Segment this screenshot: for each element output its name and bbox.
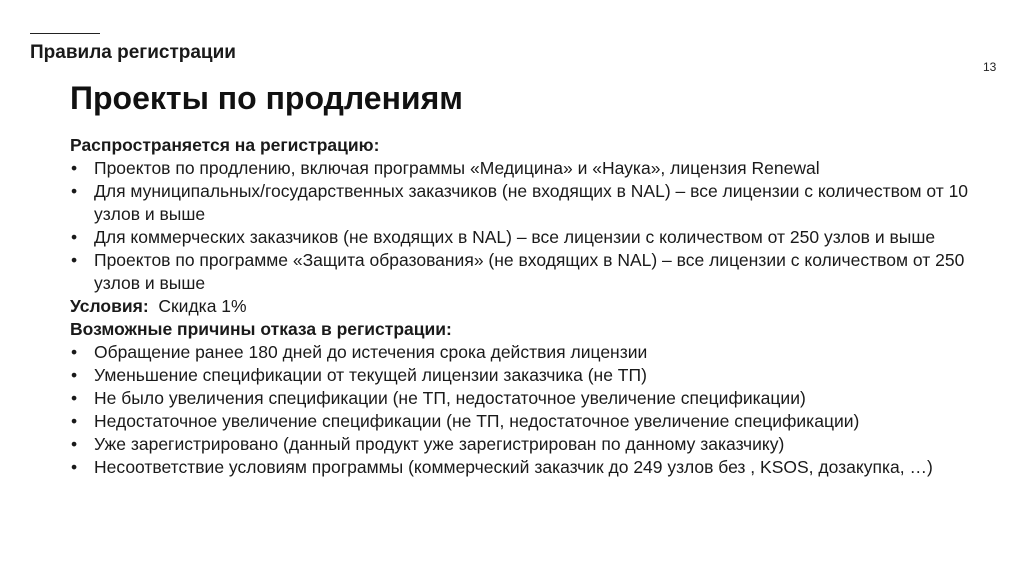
bullet-icon: • — [71, 181, 78, 201]
list-item — [70, 387, 990, 410]
list-item-text: Уменьшение спецификации от текущей лицензии заказчика (не ТП) — [94, 365, 647, 385]
reasons-list — [70, 341, 990, 479]
reasons-heading: Возможные причины отказа в регистрации: — [70, 319, 452, 339]
conditions-line — [70, 295, 990, 318]
list-item — [70, 433, 990, 456]
page-number: 13 — [983, 60, 997, 74]
section-title: Правила регистрации — [30, 42, 236, 63]
bullet-icon: • — [71, 457, 78, 477]
conditions-value: Скидка 1% — [158, 296, 247, 316]
bullet-icon: • — [71, 227, 78, 247]
list-item — [70, 410, 990, 433]
list-item-text: Не было увеличения спецификации (не ТП, недостаточное увеличение спецификации) — [94, 388, 806, 408]
list-item-text: Проектов по продлению, включая программы «Медицина» и «Наука», лицензия Renewal — [94, 158, 820, 178]
list-item-text: Обращение ранее 180 дней до истечения срока действия лицензии — [94, 342, 648, 362]
bullet-icon: • — [71, 411, 78, 431]
list-item-text: Уже зарегистрировано (данный продукт уже зарегистрирован по данному заказчику) — [94, 434, 785, 454]
conditions-label: Условия: — [70, 296, 149, 316]
applies-list — [70, 157, 990, 295]
slide-title: Проекты по продлениям — [70, 80, 463, 116]
list-item — [70, 341, 990, 364]
list-item — [70, 364, 990, 387]
bullet-icon: • — [71, 434, 78, 454]
list-item — [70, 456, 990, 479]
bullet-icon: • — [71, 388, 78, 408]
list-item-text: Проектов по программе «Защита образования» (не входящих в NAL) – все лицензии с количеством от 250 узлов и выше — [94, 250, 965, 293]
applies-heading: Распространяется на регистрацию: — [70, 135, 380, 155]
header-rule — [30, 33, 100, 34]
list-item — [70, 249, 990, 295]
list-item-text: Для коммерческих заказчиков (не входящих в NAL) – все лицензии с количеством от 250 узлов и выше — [94, 227, 936, 247]
list-item-text: Недостаточное увеличение спецификации (не ТП, недостаточное увеличение спецификации) — [94, 411, 860, 431]
list-item — [70, 180, 990, 226]
list-item — [70, 157, 990, 180]
slide-body — [70, 134, 990, 479]
bullet-icon: • — [71, 365, 78, 385]
bullet-icon: • — [71, 250, 78, 270]
bullet-icon: • — [71, 158, 78, 178]
list-item — [70, 226, 990, 249]
list-item-text: Для муниципальных/государственных заказчиков (не входящих в NAL) – все лицензии с количеством от 10 узлов и выше — [94, 181, 969, 224]
bullet-icon: • — [71, 342, 78, 362]
list-item-text: Несоответствие условиям программы (коммерческий заказчик до 249 узлов без , KSOS, дозакупка, …) — [94, 457, 933, 477]
